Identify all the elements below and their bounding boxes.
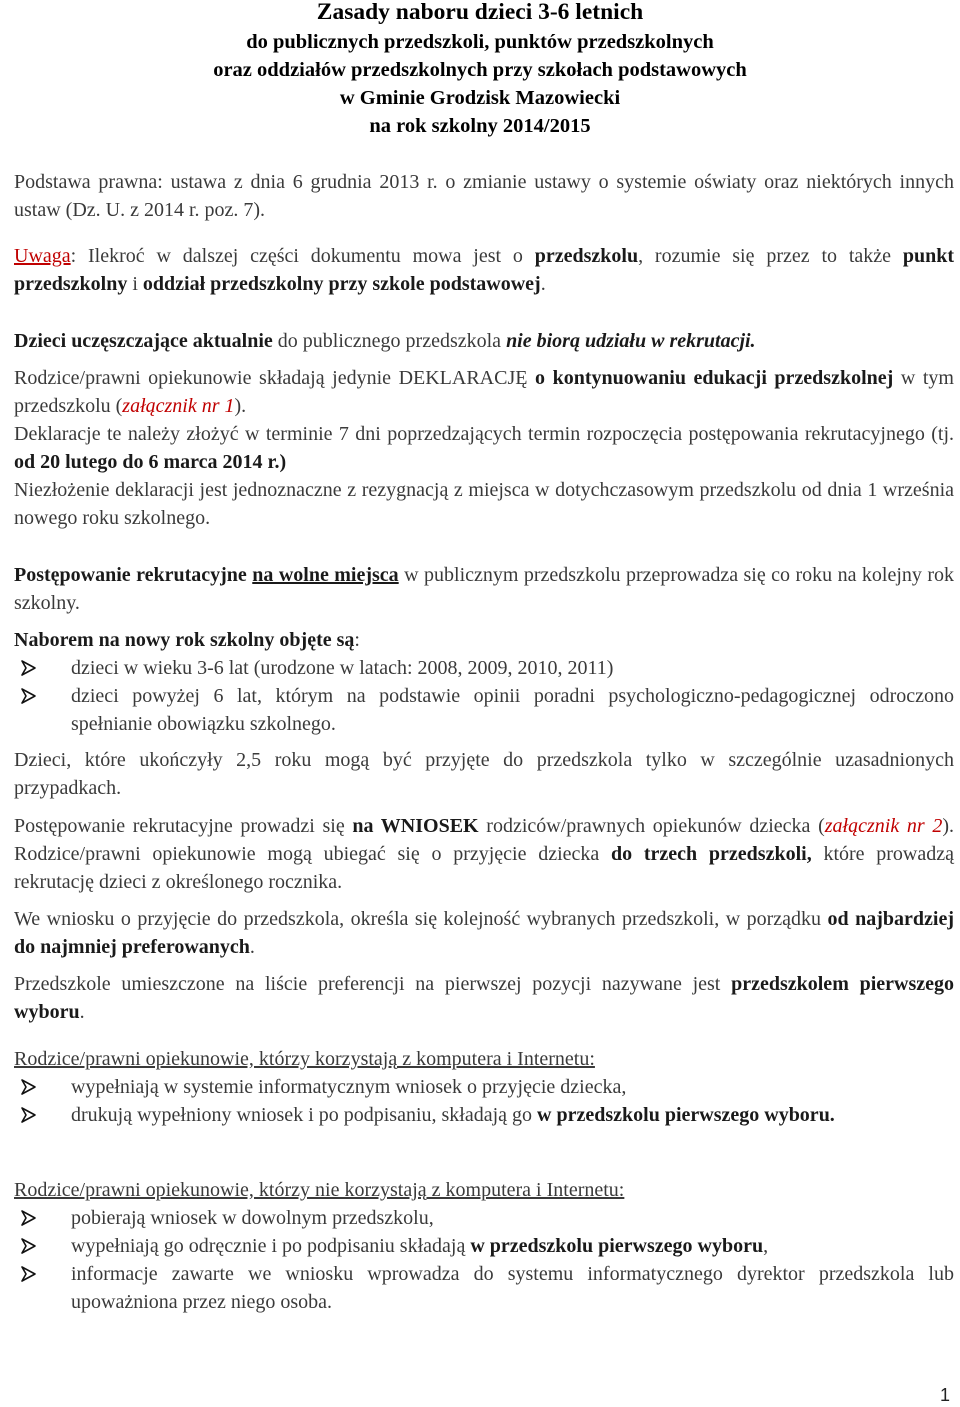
- page-number: 1: [939, 1385, 950, 1405]
- list-item-text: dzieci powyżej 6 lat, którym na podstawie opinii poradni psychologiczno-pedagogicznej odroczono spełnianie obowiązku szkolnego.: [71, 685, 954, 735]
- no-internet-heading-text: Rodzice/prawni opiekunowie, którzy nie korzystają z komputera i Internetu:: [14, 1179, 625, 1201]
- list-item: [14, 1260, 954, 1316]
- list-item-text: dzieci w wieku 3-6 lat (urodzone w latach: 2008, 2009, 2010, 2011): [71, 657, 614, 679]
- application-bold-1: na WNIOSEK: [352, 815, 479, 837]
- application-text-3: ). Rodzice/prawni opiekunowie mogą ubiegać się o przyjęcie dziecka: [14, 815, 955, 865]
- list-item-text: pobierają wniosek w dowolnym przedszkolu,: [71, 1207, 434, 1229]
- subtitle-line-1: do publicznych przedszkoli, punktów przedszkolnych: [246, 31, 714, 53]
- order-text: We wniosku o przyjęcie do przedszkola, określa się kolejność wybranych przedszkoli, w porządku: [14, 908, 828, 930]
- deadline-bold: od 20 lutego do 6 marca 2014 r.): [14, 451, 287, 473]
- list-item: [14, 1101, 954, 1129]
- arrow-bullet-icon: [20, 1232, 40, 1260]
- declaration-bold: o kontynuowaniu edukacji przedszkolnej: [535, 367, 894, 389]
- current-pupils-paragraph: [14, 327, 954, 355]
- subtitle-line-4: na rok szkolny 2014/2015: [369, 115, 591, 137]
- eligibility-list: [14, 654, 954, 738]
- list-item: [14, 1073, 954, 1101]
- order-bold: od najbardziej do najmniej preferowanych: [14, 908, 955, 958]
- declaration-text-2: w tym przedszkolu (: [14, 367, 954, 417]
- application-text-4: które prowadzą rekrutację dzieci z określonego rocznika.: [14, 843, 955, 893]
- current-text: do publicznego przedszkola: [272, 330, 507, 352]
- application-bold-2: do trzech przedszkoli,: [611, 843, 812, 865]
- first-choice-bold: przedszkolem pierwszego wyboru: [14, 973, 955, 1023]
- current-bold: Dzieci uczęszczające aktualnie: [14, 330, 273, 352]
- application-paragraph: [14, 812, 954, 896]
- list-item: [14, 1204, 954, 1232]
- list-item: [14, 682, 954, 738]
- procedure-bold-underline: na wolne miejsca: [252, 564, 399, 586]
- note-bold-2: punkt przedszkolny: [14, 245, 954, 295]
- no-internet-list: [14, 1204, 954, 1316]
- subtitle-line-3: w Gminie Grodzisk Mazowiecki: [339, 87, 621, 109]
- order-end: .: [249, 936, 255, 958]
- procedure-paragraph: [14, 561, 954, 617]
- deadline-paragraph: [14, 420, 954, 476]
- list-item-end: ,: [763, 1235, 769, 1257]
- no-internet-heading: [14, 1176, 954, 1204]
- legal-basis-paragraph: Podstawa prawna: ustawa z dnia 6 grudnia 2013 r. o zmianie ustawy o systemie oświaty oraz niektórych innych ustaw (Dz. U. z 2014 r. poz. 7).: [14, 171, 954, 221]
- document-title: Zasady naboru dzieci 3-6 letnich: [316, 0, 644, 25]
- note-bold-3: oddział przedszkolny przy szkole podstawowej: [142, 273, 541, 295]
- list-item-text: wypełniają go odręcznie i po podpisaniu składają: [71, 1235, 471, 1257]
- eligibility-colon: :: [354, 629, 360, 651]
- internet-heading-text: Rodzice/prawni opiekunowie, którzy korzystają z komputera i Internetu:: [14, 1048, 595, 1070]
- procedure-text: w publicznym przedszkolu przeprowadza się co roku na kolejny rok szkolny.: [14, 564, 955, 614]
- arrow-bullet-icon: [20, 1260, 40, 1288]
- list-item-text: wypełniają w systemie informatycznym wniosek o przyjęcie dziecka,: [71, 1076, 627, 1098]
- application-text-2: rodziców/prawnych opiekunów dziecka (: [478, 815, 825, 837]
- note-text-2: , rozumie się przez to także: [638, 245, 903, 267]
- declaration-text-3: ).: [234, 395, 247, 417]
- arrow-bullet-icon: [20, 1204, 40, 1232]
- declaration-text-1: Rodzice/prawni opiekunowie składają jedynie DEKLARACJĘ: [14, 367, 536, 389]
- subtitle-line-2: oraz oddziałów przedszkolnych przy szkołach podstawowych: [213, 59, 747, 81]
- nonsubmission-paragraph: Niezłożenie deklaracji jest jednoznaczne z rezygnacją z miejsca w dotychczasowym przedszkolu od dnia 1 września nowego roku szkolnego.: [14, 479, 954, 529]
- procedure-bold: Postępowanie rekrutacyjne: [14, 564, 247, 586]
- note-text-1: : Ilekroć w dalszej części dokumentu mowa jest o: [70, 245, 535, 267]
- order-paragraph: [14, 905, 954, 961]
- arrow-bullet-icon: [20, 654, 40, 682]
- note-text-4: .: [540, 273, 546, 295]
- note-label: Uwaga: [14, 245, 71, 267]
- first-choice-text: Przedszkole umieszczone na liście preferencji na pierwszej pozycji nazywane jest: [14, 973, 732, 995]
- note-paragraph: [14, 242, 954, 298]
- eligibility-heading-text: Naborem na nowy rok szkolny objęte są: [14, 629, 355, 651]
- attachment-1-link: załącznik nr 1: [122, 395, 235, 417]
- list-item: [14, 654, 954, 682]
- first-choice-end: .: [79, 1001, 85, 1023]
- arrow-bullet-icon: [20, 1101, 40, 1129]
- eligibility-heading: [14, 626, 954, 654]
- first-choice-paragraph: [14, 970, 954, 1026]
- internet-list: [14, 1073, 954, 1129]
- list-item-bold: w przedszkolu pierwszego wyboru.: [537, 1104, 835, 1126]
- deadline-text: Deklaracje te należy złożyć w terminie 7 dni poprzedzających termin rozpoczęcia postępowania rekrutacyjnego (tj.: [14, 423, 954, 445]
- note-bold-1: przedszkolu: [534, 245, 639, 267]
- current-bold-italic: nie biorą udziału w rekrutacji.: [506, 330, 756, 352]
- list-item-text: informacje zawarte we wniosku wprowadza do systemu informatycznego dyrektor przedszkola lub upoważniona przez niego osoba.: [71, 1263, 954, 1313]
- arrow-bullet-icon: [20, 1073, 40, 1101]
- internet-heading: [14, 1045, 954, 1073]
- attachment-2-link: załącznik nr 2: [824, 815, 943, 837]
- arrow-bullet-icon: [20, 682, 40, 710]
- age-paragraph: Dzieci, które ukończyły 2,5 roku mogą być przyjęte do przedszkola tylko w szczególnie uzasadnionych przypadkach.: [14, 749, 954, 799]
- application-text-1: Postępowanie rekrutacyjne prowadzi się: [14, 815, 353, 837]
- list-item: [14, 1232, 954, 1260]
- declaration-paragraph: [14, 364, 954, 420]
- list-item-text: drukują wypełniony wniosek i po podpisaniu, składają go: [71, 1104, 538, 1126]
- list-item-bold: w przedszkolu pierwszego wyboru: [470, 1235, 764, 1257]
- note-text-3: i: [127, 273, 143, 295]
